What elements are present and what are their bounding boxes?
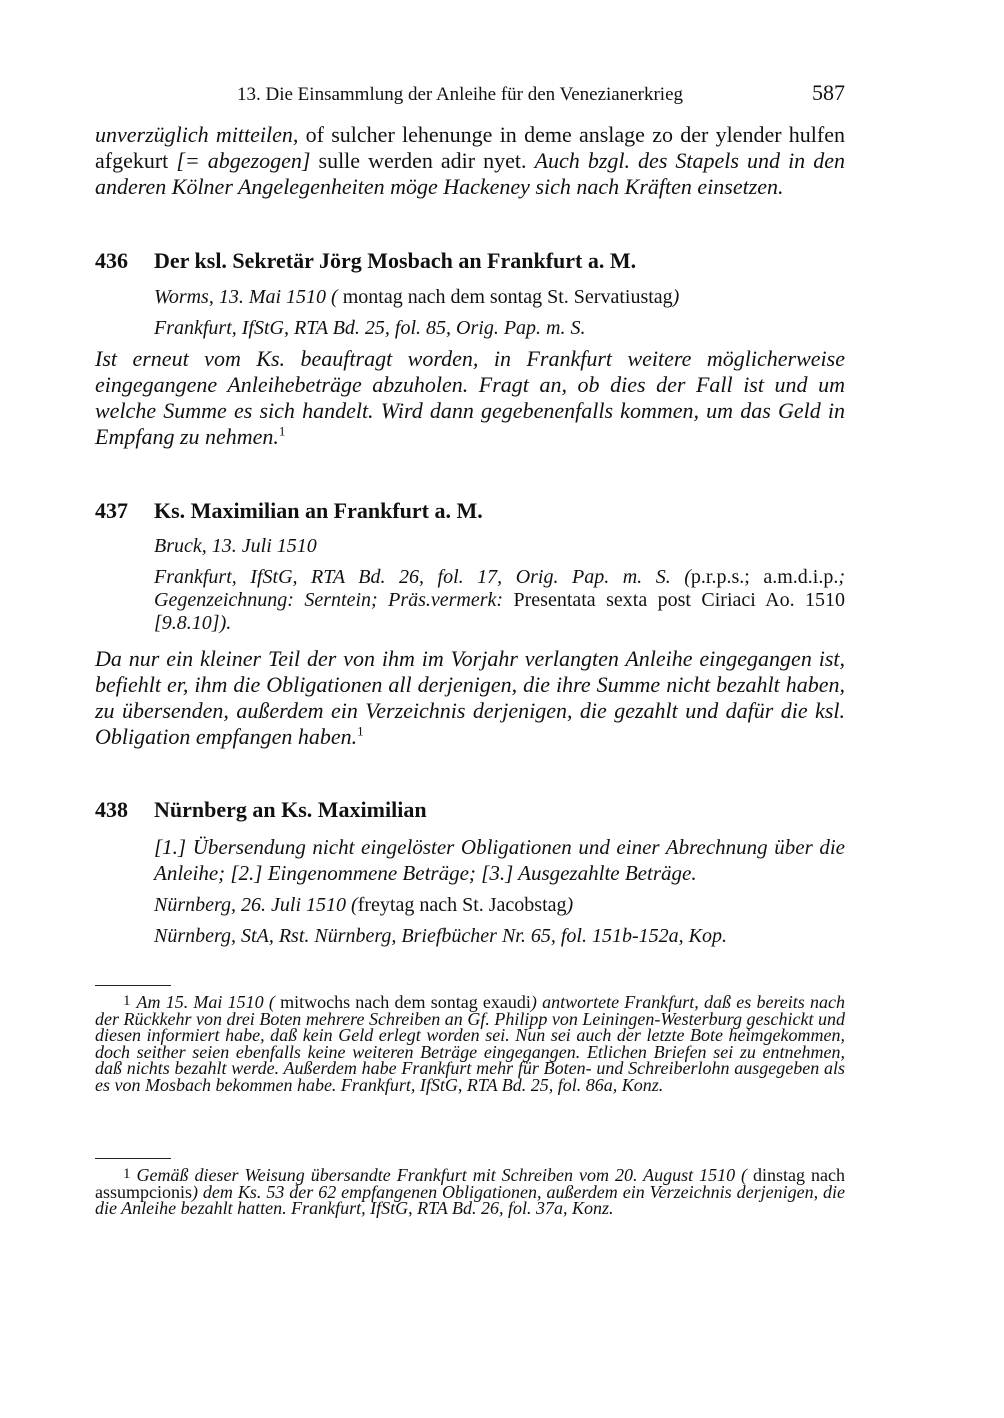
regest-text: Ist erneut vom Ks. beauftragt worden, in Frankfurt weitere möglicherweise eingegangene Anleihebeträge abzuholen. Fragt an, ob dies der Fall ist und um welche Summe es sich handelt. Wird dann gegebenenfalls kommen, um das Geld in Empfang zu nehmen. [95, 346, 845, 449]
footnote-italic-2: ) dem Ks. 53 der 62 empfangenen Obligationen, außerdem ein Verzeichnis derjenigen, die die Anleihe bezahlt hatten. Frankfurt, IfStG, RTA Bd. 26, fol. 37a, Konz. [95, 1181, 845, 1218]
date-italic: Nürnberg, 26. Juli 1510 ( [154, 894, 358, 916]
intro-roman-2: sulle werden adir nyet. [310, 148, 535, 173]
date-roman: freytag nach St. Jacobstag [357, 894, 567, 916]
footnote-italic-1: Gemäß dieser Weisung übersandte Frankfurt mit Schreiben vom 20. August 1510 ( [136, 1165, 748, 1185]
footnote-436 [95, 993, 845, 1093]
intro-italic-2: [= abgezogen] [176, 148, 311, 173]
footnote-marker: 1 [357, 723, 364, 739]
intro-roman-1: of sulcher lehenunge in deme anslage zo der ylender hulfen afgekurt [95, 122, 845, 173]
date-roman: montag nach dem sontag St. Servatiustag [337, 286, 673, 308]
running-header [95, 80, 845, 110]
footnote-italic-2: ) antwortete Frankfurt, daß es bereits nach der Rückkehr von drei Boten mehrere Schreiben an Gf. Philipp von Leiningen-Westerburg geschickt und diesen informiert habe, daß kein Geld erlegt worden sei. Nun sei auch der letzte Bote heimgekommen, doch seither seien ebenfalls keine weiteren Beträge eingegangen. Etlichen Briefen sei zu entnehmen, daß nichts bezahlt werde. Außerdem habe Frankfurt mehr für Boten- und Schreiberlohn ausgegeben als es von Mosbach bekommen habe. Frankfurt, IfStG, RTA Bd. 25, fol. 86a, Konz. [95, 992, 845, 1095]
footnote-rule [95, 1158, 171, 1159]
regest-text: Da nur ein kleiner Teil der von ihm im Vorjahr verlangten Anleihe eingegangen ist, befiehlt er, ihm die Obligationen all derjenigen, die ihre Summe nicht bezahlt haben, zu übersenden, außerdem ein Verzeichnis derjenigen, die gezahlt und dafür die ksl. Obligation empfangen haben. [95, 646, 845, 749]
entry-source-437 [154, 566, 845, 635]
entry-title: Der ksl. Sekretär Jörg Mosbach an Frankfurt a. M. [154, 248, 637, 273]
source-italic-2: ; Gegenzeichnung: Serntein; Präs.vermerk: [154, 566, 845, 611]
entry-title: Nürnberg an Ks. Maximilian [154, 797, 427, 822]
source-italic-3: [9.8.10]). [154, 612, 232, 634]
date-close: ) [672, 286, 680, 308]
footnote-number: 1 [123, 993, 131, 1009]
intro-italic-1: unverzüglich mitteilen, [95, 122, 299, 147]
intro-italic-3: Auch bzgl. des Stapels und in den anderen Kölner Angelegenheiten möge Hackeney sich nach Kräften einsetzen. [95, 148, 845, 199]
page-number: 587 [812, 80, 845, 105]
footnote-italic-1: Am 15. Mai 1510 ( [136, 992, 275, 1012]
entry-title: Ks. Maximilian an Frankfurt a. M. [154, 498, 483, 523]
entry-date-437: Bruck, 13. Juli 1510 [154, 535, 317, 557]
entry-number: 436 [95, 248, 128, 273]
entry-source-436: Frankfurt, IfStG, RTA Bd. 25, fol. 85, Orig. Pap. m. S. [154, 317, 586, 339]
footnote-number: 1 [123, 1166, 131, 1182]
date-italic: Worms, 13. Mai 1510 ( [154, 286, 338, 308]
footnote-roman: dinstag nach assumpcionis [95, 1165, 845, 1202]
entry-number: 437 [95, 498, 128, 523]
entry-date-436 [154, 286, 845, 309]
footnote-rule [95, 985, 171, 986]
footnote-roman: mitwochs nach dem sontag exaudi [274, 992, 531, 1012]
source-roman-2: a.m.d.i.p. [749, 566, 839, 588]
running-title: 13. Die Einsammlung der Anleihe für den Venezianerkrieg [237, 84, 684, 105]
entry-date-438 [154, 894, 845, 917]
intro-paragraph [95, 122, 845, 200]
source-roman-1: p.r.p.s.; [690, 566, 750, 588]
source-italic-1: Frankfurt, IfStG, RTA Bd. 26, fol. 17, Orig. Pap. m. S. ( [154, 566, 691, 588]
entry-source-438: Nürnberg, StA, Rst. Nürnberg, Briefbücher Nr. 65, fol. 151b-152a, Kop. [154, 925, 727, 947]
footnote-marker: 1 [278, 423, 286, 439]
entry-summary-438: [1.] Übersendung nicht eingelöster Obligationen und einer Abrechnung über die Anleihe; [2.] Eingenommene Beträge; [3.] Ausgezahlte Beträge. [154, 835, 845, 885]
entry-number: 438 [95, 797, 128, 822]
entry-regest-436 [95, 346, 845, 450]
footnote-437 [95, 1166, 845, 1217]
source-roman-3: Presentata sexta post Ciriaci Ao. 1510 [503, 589, 845, 611]
date-close: ) [566, 894, 574, 916]
entry-regest-437 [95, 646, 845, 750]
